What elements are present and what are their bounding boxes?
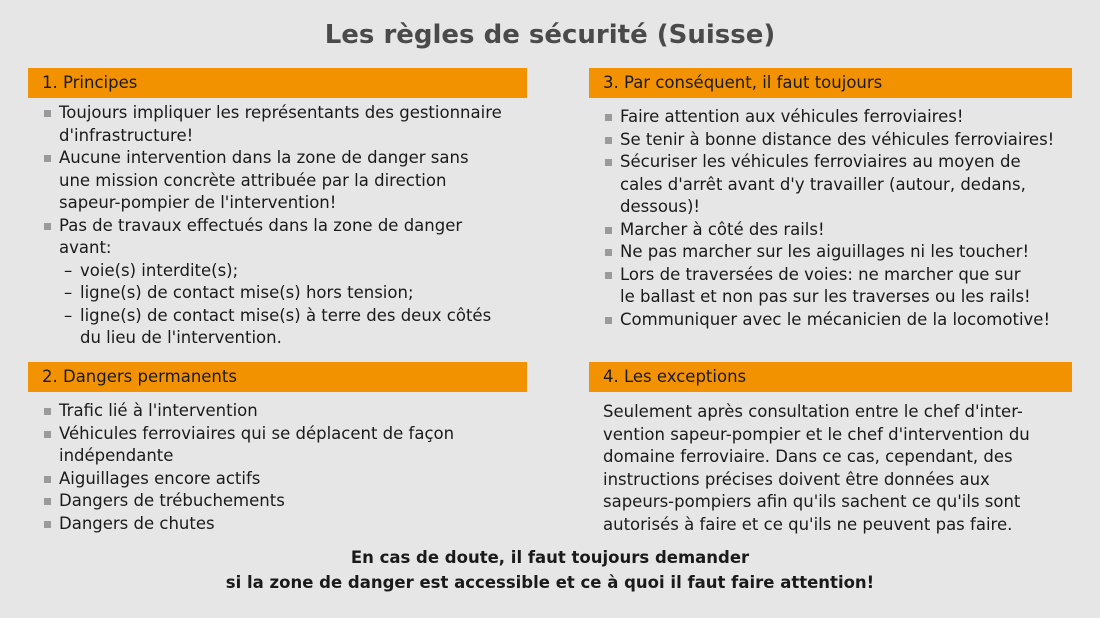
list-item	[42, 215, 499, 350]
list-item: Ne pas marcher sur les aiguillages ni les toucher!	[603, 241, 1078, 264]
list-item: Dangers de chutes	[42, 513, 512, 536]
list-item: Marcher à côté des rails!	[603, 219, 1078, 242]
list-item: Faire attention aux véhicules ferroviaires!	[603, 106, 1078, 129]
list-item: Dangers de trébuchements	[42, 490, 512, 513]
section-header-toujours: 3. Par conséquent, il faut toujours	[589, 68, 1072, 98]
page-title: Les règles de sécurité (Suisse)	[324, 20, 776, 50]
footer-line-1: En cas de doute, il faut toujours demander	[350, 548, 750, 567]
exceptions-text: Seulement après consultation entre le chef d'inter-vention sapeur-pompier et le chef d'intervention du domaine ferroviaire. Dans ce cas, cependant, des instructions précises doivent être données aux sapeurs-pompiers afin qu'ils sachent ce qu'ils sont autorisés à faire et ce qu'ils ne peuvent pas faire.	[603, 402, 1030, 534]
section-header-exceptions: 4. Les exceptions	[589, 362, 1072, 392]
list-item-text: Pas de travaux effectués dans la zone de danger avant:	[59, 215, 463, 257]
sub-list-item: – ligne(s) de contact mise(s) hors tension;	[42, 282, 499, 305]
footer-line-2: si la zone de danger est accessible et ce à quoi il faut faire attention!	[225, 573, 875, 592]
list-item: Sécuriser les véhicules ferroviaires au moyen de cales d'arrêt avant d'y travailler (autour, dedans, dessous)!	[603, 151, 1060, 219]
toujours-list	[603, 106, 1078, 331]
section-header-principes: 1. Principes	[28, 68, 527, 98]
section-exceptions	[589, 362, 1072, 536]
section-header-dangers: 2. Dangers permanents	[28, 362, 527, 392]
principes-sublist	[42, 260, 499, 350]
list-item: Trafic lié à l'intervention	[42, 400, 512, 423]
list-item: Lors de traversées de voies: ne marcher que sur le ballast et non pas sur les traverses ou les rails!	[603, 264, 1040, 309]
list-item: Aiguillages encore actifs	[42, 468, 512, 491]
list-item: Communiquer avec le mécanicien de la locomotive!	[603, 309, 1078, 332]
list-item: Toujours impliquer les représentants des gestionnaire d'infrastructure!	[42, 102, 532, 147]
dangers-list	[42, 400, 512, 535]
section-dangers	[28, 362, 527, 535]
list-item: Aucune intervention dans la zone de danger sans une mission concrète attribuée par la direction sapeur-pompier de l'intervention!	[42, 147, 499, 215]
list-item: Véhicules ferroviaires qui se déplacent de façon indépendante	[42, 423, 512, 468]
section-principes	[28, 68, 527, 347]
footer-note	[0, 545, 1100, 595]
principes-list	[42, 102, 532, 350]
sub-list-item: – voie(s) interdite(s);	[42, 260, 499, 283]
list-item: Se tenir à bonne distance des véhicules ferroviaires!	[603, 129, 1078, 152]
sub-list-item: – ligne(s) de contact mise(s) à terre des deux côtés du lieu de l'intervention.	[42, 305, 500, 350]
section-toujours	[589, 68, 1072, 331]
